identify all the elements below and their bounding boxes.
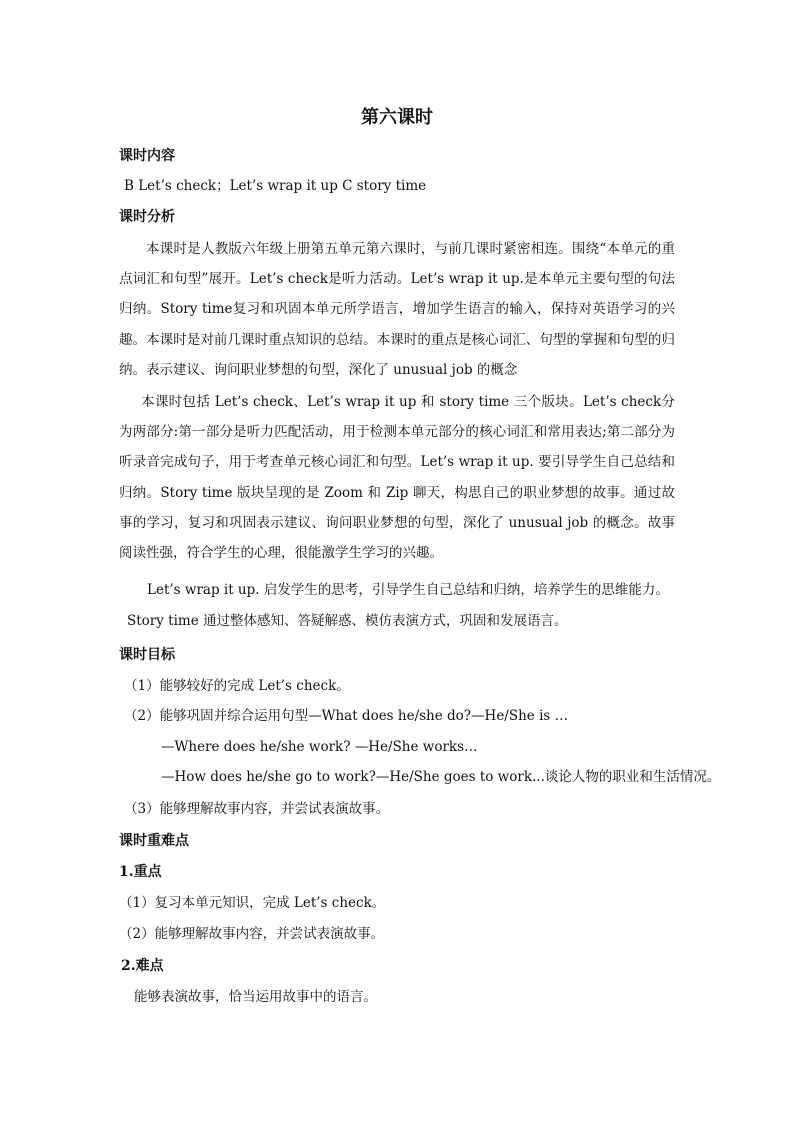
analysis-paragraph-2: 本课时包括 Let’s check、Let’s wrap it up 和 story time 三个版块。Let’s check分为两部分:第一部分是听力匹配活动，用于检测本单元部分的核心词汇和常用表达;第二部分为听录音完成句子，用于考查单元核心词汇和句型。Let’s wrap it up. 要引导学生自己总结和归纳。Story time 版块呈现的是 Zoom 和 Zip 聊天，构思自己的职业梦想的故事。通过故事的学习，复习和巩固表示建议、询问职业梦想的句型，深化了 unusual job 的概念。故事阅读性强，符合学生的心理，很能激学生学习的兴趣。 bbox=[119, 394, 675, 562]
goal-item-2-line-3: —How does he/she go to work?—He/She goes to work...谈论人物的职业和生活情况。 bbox=[161, 769, 721, 785]
analysis-paragraph-4: Story time 通过整体感知、答疑解惑、模仿表演方式，巩固和发展语言。 bbox=[127, 613, 568, 629]
section-heading-keypoints: 课时重难点 bbox=[119, 833, 189, 849]
content-text: B Let’s check；Let’s wrap it up C story time bbox=[124, 178, 427, 194]
goal-item-2-line-2: —Where does he/she work? —He/She works… bbox=[161, 739, 478, 755]
goal-item-3: （3）能够理解故事内容，并尝试表演故事。 bbox=[124, 801, 390, 817]
subheading-difficult: 2.难点 bbox=[121, 958, 164, 974]
section-heading-content: 课时内容 bbox=[119, 148, 175, 164]
goal-item-1: （1）能够较好的完成 Let’s check。 bbox=[124, 678, 350, 694]
page-title: 第六课时 bbox=[361, 107, 433, 128]
key-item-1: （1）复习本单元知识，完成 Let’s check。 bbox=[119, 895, 386, 911]
difficult-item-1: 能够表演故事，恰当运用故事中的语言。 bbox=[134, 989, 377, 1005]
section-heading-analysis: 课时分析 bbox=[119, 209, 175, 225]
analysis-paragraph-1: 本课时是人教版六年级上册第五单元第六课时，与前几课时紧密相连。围绕“本单元的重点词汇和句型”展开。Let’s check是听力活动。Let’s wrap it up.是本单元主要句型的句法归纳。Story time复习和巩固本单元所学语言，增加学生语言的输入，保持对英语学习的兴趣。本课时是对前几课时重点知识的总结。本课时的重点是核心词汇、句型的掌握和句型的归纳。表示建议、询问职业梦想的句型，深化了 unusual job 的概念 bbox=[119, 241, 675, 378]
section-heading-goals: 课时目标 bbox=[119, 647, 175, 663]
key-item-2: （2）能够理解故事内容，并尝试表演故事。 bbox=[119, 926, 385, 942]
subheading-key: 1.重点 bbox=[119, 864, 162, 880]
goal-item-2: （2）能够巩固并综合运用句型—What does he/she do?—He/She is … bbox=[124, 708, 569, 724]
analysis-paragraph-3: Let’s wrap it up. 启发学生的思考，引导学生自己总结和归纳，培养学生的思维能力。 bbox=[147, 582, 669, 598]
